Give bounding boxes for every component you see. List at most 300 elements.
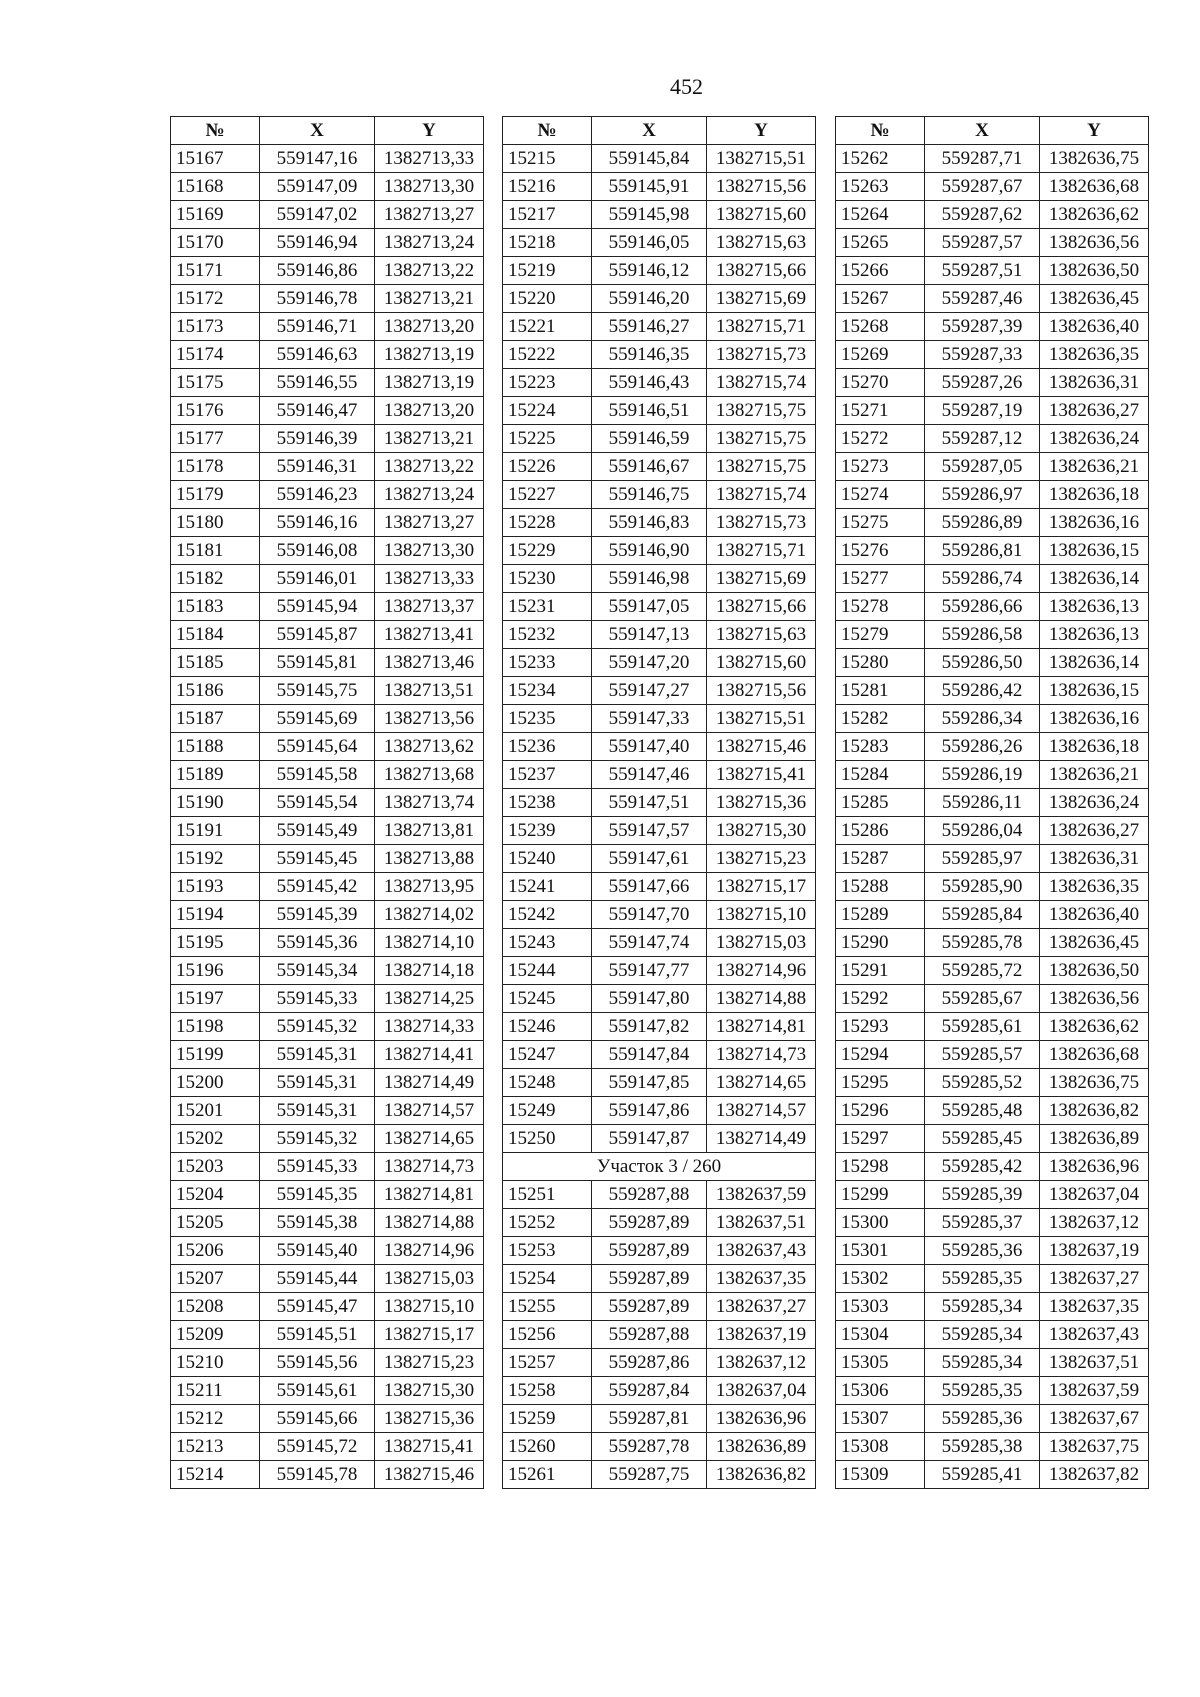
y-coordinate-cell: 1382713,21: [375, 425, 484, 453]
point-number-cell: 15285: [836, 789, 925, 817]
x-coordinate-cell: 559285,34: [925, 1349, 1040, 1377]
x-coordinate-cell: 559145,31: [260, 1069, 375, 1097]
x-coordinate-cell: 559145,36: [260, 929, 375, 957]
table-row: [503, 1041, 816, 1069]
y-coordinate-cell: 1382715,30: [375, 1377, 484, 1405]
point-number-cell: 15218: [503, 229, 592, 257]
x-coordinate-cell: 559145,31: [260, 1041, 375, 1069]
point-number-cell: 15244: [503, 957, 592, 985]
y-coordinate-cell: 1382714,81: [707, 1013, 816, 1041]
y-coordinate-cell: 1382636,14: [1040, 565, 1149, 593]
y-coordinate-cell: 1382637,04: [1040, 1181, 1149, 1209]
y-coordinate-cell: 1382636,13: [1040, 621, 1149, 649]
point-number-cell: 15309: [836, 1461, 925, 1489]
point-number-cell: 15253: [503, 1237, 592, 1265]
point-number-cell: 15229: [503, 537, 592, 565]
point-number-cell: 15259: [503, 1405, 592, 1433]
x-coordinate-cell: 559146,12: [592, 257, 707, 285]
table-row: [836, 789, 1149, 817]
point-number-cell: 15254: [503, 1265, 592, 1293]
point-number-cell: 15238: [503, 789, 592, 817]
point-number-cell: 15220: [503, 285, 592, 313]
y-coordinate-cell: 1382636,89: [1040, 1125, 1149, 1153]
table-row: [836, 201, 1149, 229]
point-number-cell: 15223: [503, 369, 592, 397]
table-row: [836, 313, 1149, 341]
y-coordinate-cell: 1382637,82: [1040, 1461, 1149, 1489]
y-coordinate-cell: 1382714,96: [707, 957, 816, 985]
y-coordinate-cell: 1382715,56: [707, 173, 816, 201]
table-row: [171, 985, 484, 1013]
x-coordinate-cell: 559287,33: [925, 341, 1040, 369]
point-number-cell: 15281: [836, 677, 925, 705]
point-number-cell: 15182: [171, 565, 260, 593]
x-coordinate-cell: 559285,42: [925, 1153, 1040, 1181]
x-coordinate-cell: 559287,84: [592, 1377, 707, 1405]
y-coordinate-cell: 1382713,95: [375, 873, 484, 901]
y-coordinate-cell: 1382715,63: [707, 229, 816, 257]
point-number-cell: 15273: [836, 453, 925, 481]
y-coordinate-cell: 1382715,10: [707, 901, 816, 929]
table-row: [503, 705, 816, 733]
y-coordinate-cell: 1382637,35: [1040, 1293, 1149, 1321]
x-coordinate-cell: 559146,39: [260, 425, 375, 453]
point-number-cell: 15200: [171, 1069, 260, 1097]
x-coordinate-cell: 559287,89: [592, 1293, 707, 1321]
point-number-cell: 15226: [503, 453, 592, 481]
point-number-cell: 15199: [171, 1041, 260, 1069]
table-row: [836, 369, 1149, 397]
x-coordinate-cell: 559285,36: [925, 1237, 1040, 1265]
point-number-cell: 15168: [171, 173, 260, 201]
table-row: [503, 1181, 816, 1209]
point-number-cell: 15181: [171, 537, 260, 565]
table-row: [171, 1041, 484, 1069]
point-number-cell: 15233: [503, 649, 592, 677]
point-number-cell: 15212: [171, 1405, 260, 1433]
y-coordinate-cell: 1382715,17: [707, 873, 816, 901]
x-coordinate-cell: 559145,56: [260, 1349, 375, 1377]
point-number-cell: 15305: [836, 1349, 925, 1377]
x-coordinate-cell: 559147,85: [592, 1069, 707, 1097]
point-number-cell: 15174: [171, 341, 260, 369]
point-number-cell: 15180: [171, 509, 260, 537]
x-coordinate-cell: 559285,52: [925, 1069, 1040, 1097]
x-coordinate-cell: 559146,05: [592, 229, 707, 257]
coordinates-table-2: [502, 116, 816, 1489]
y-coordinate-cell: 1382636,31: [1040, 369, 1149, 397]
x-coordinate-cell: 559145,72: [260, 1433, 375, 1461]
y-coordinate-cell: 1382636,40: [1040, 313, 1149, 341]
y-coordinate-cell: 1382714,18: [375, 957, 484, 985]
y-coordinate-cell: 1382636,68: [1040, 1041, 1149, 1069]
table-row: [171, 901, 484, 929]
y-coordinate-cell: 1382637,04: [707, 1377, 816, 1405]
point-number-cell: 15189: [171, 761, 260, 789]
x-coordinate-cell: 559147,33: [592, 705, 707, 733]
x-coordinate-cell: 559145,98: [592, 201, 707, 229]
x-coordinate-cell: 559146,35: [592, 341, 707, 369]
y-coordinate-cell: 1382714,57: [375, 1097, 484, 1125]
table-row: [836, 1433, 1149, 1461]
table-row: [171, 733, 484, 761]
point-number-cell: 15202: [171, 1125, 260, 1153]
table-row: [836, 1181, 1149, 1209]
table-row: [503, 1405, 816, 1433]
y-coordinate-cell: 1382637,19: [1040, 1237, 1149, 1265]
y-coordinate-cell: 1382713,21: [375, 285, 484, 313]
table-row: [836, 957, 1149, 985]
y-coordinate-cell: 1382715,69: [707, 565, 816, 593]
point-number-cell: 15295: [836, 1069, 925, 1097]
table-row: [503, 509, 816, 537]
table-row: [503, 677, 816, 705]
y-coordinate-cell: 1382715,56: [707, 677, 816, 705]
point-number-cell: 15188: [171, 733, 260, 761]
x-coordinate-cell: 559146,31: [260, 453, 375, 481]
y-coordinate-cell: 1382636,75: [1040, 1069, 1149, 1097]
point-number-cell: 15260: [503, 1433, 592, 1461]
x-coordinate-cell: 559147,13: [592, 621, 707, 649]
table-row: [171, 845, 484, 873]
table-row: [171, 257, 484, 285]
table-row: [171, 1209, 484, 1237]
x-coordinate-cell: 559145,91: [592, 173, 707, 201]
y-coordinate-cell: 1382715,71: [707, 313, 816, 341]
x-coordinate-cell: 559285,97: [925, 845, 1040, 873]
point-number-cell: 15252: [503, 1209, 592, 1237]
y-coordinate-cell: 1382637,59: [707, 1181, 816, 1209]
y-coordinate-cell: 1382714,49: [375, 1069, 484, 1097]
header-number: №: [171, 117, 260, 145]
x-coordinate-cell: 559285,35: [925, 1265, 1040, 1293]
x-coordinate-cell: 559145,45: [260, 845, 375, 873]
x-coordinate-cell: 559146,27: [592, 313, 707, 341]
x-coordinate-cell: 559147,74: [592, 929, 707, 957]
point-number-cell: 15195: [171, 929, 260, 957]
table-row: [503, 173, 816, 201]
point-number-cell: 15251: [503, 1181, 592, 1209]
x-coordinate-cell: 559286,50: [925, 649, 1040, 677]
point-number-cell: 15300: [836, 1209, 925, 1237]
x-coordinate-cell: 559286,74: [925, 565, 1040, 593]
point-number-cell: 15237: [503, 761, 592, 789]
x-coordinate-cell: 559146,01: [260, 565, 375, 593]
y-coordinate-cell: 1382715,63: [707, 621, 816, 649]
point-number-cell: 15239: [503, 817, 592, 845]
table-header-row: [836, 117, 1149, 145]
y-coordinate-cell: 1382715,17: [375, 1321, 484, 1349]
table-row: [836, 1013, 1149, 1041]
point-number-cell: 15249: [503, 1097, 592, 1125]
x-coordinate-cell: 559145,40: [260, 1237, 375, 1265]
point-number-cell: 15242: [503, 901, 592, 929]
table-row: [836, 1237, 1149, 1265]
y-coordinate-cell: 1382715,03: [707, 929, 816, 957]
x-coordinate-cell: 559285,37: [925, 1209, 1040, 1237]
point-number-cell: 15225: [503, 425, 592, 453]
table-row: [503, 1461, 816, 1489]
x-coordinate-cell: 559287,88: [592, 1321, 707, 1349]
x-coordinate-cell: 559285,67: [925, 985, 1040, 1013]
x-coordinate-cell: 559285,72: [925, 957, 1040, 985]
point-number-cell: 15269: [836, 341, 925, 369]
y-coordinate-cell: 1382636,21: [1040, 761, 1149, 789]
y-coordinate-cell: 1382714,49: [707, 1125, 816, 1153]
table-row: [503, 285, 816, 313]
x-coordinate-cell: 559287,89: [592, 1237, 707, 1265]
y-coordinate-cell: 1382714,33: [375, 1013, 484, 1041]
table-header-row: [503, 117, 816, 145]
table-row: [836, 537, 1149, 565]
y-coordinate-cell: 1382714,65: [707, 1069, 816, 1097]
y-coordinate-cell: 1382637,67: [1040, 1405, 1149, 1433]
y-coordinate-cell: 1382713,68: [375, 761, 484, 789]
x-coordinate-cell: 559147,27: [592, 677, 707, 705]
y-coordinate-cell: 1382636,96: [1040, 1153, 1149, 1181]
table-row: [171, 1293, 484, 1321]
point-number-cell: 15272: [836, 425, 925, 453]
table-row: [503, 229, 816, 257]
table-row: [171, 369, 484, 397]
table-row: [171, 145, 484, 173]
point-number-cell: 15215: [503, 145, 592, 173]
x-coordinate-cell: 559146,90: [592, 537, 707, 565]
x-coordinate-cell: 559285,36: [925, 1405, 1040, 1433]
point-number-cell: 15204: [171, 1181, 260, 1209]
x-coordinate-cell: 559146,63: [260, 341, 375, 369]
coordinates-table-1: [170, 116, 484, 1489]
point-number-cell: 15231: [503, 593, 592, 621]
point-number-cell: 15279: [836, 621, 925, 649]
point-number-cell: 15264: [836, 201, 925, 229]
x-coordinate-cell: 559287,88: [592, 1181, 707, 1209]
point-number-cell: 15289: [836, 901, 925, 929]
y-coordinate-cell: 1382713,33: [375, 565, 484, 593]
x-coordinate-cell: 559147,40: [592, 733, 707, 761]
table-row: [503, 845, 816, 873]
table-row: [503, 1377, 816, 1405]
y-coordinate-cell: 1382713,24: [375, 481, 484, 509]
table-row: [836, 1125, 1149, 1153]
x-coordinate-cell: 559147,77: [592, 957, 707, 985]
table-row: [503, 397, 816, 425]
point-number-cell: 15299: [836, 1181, 925, 1209]
table-row: [836, 173, 1149, 201]
point-number-cell: 15196: [171, 957, 260, 985]
y-coordinate-cell: 1382636,40: [1040, 901, 1149, 929]
table-row: [503, 817, 816, 845]
table-row: [171, 1013, 484, 1041]
x-coordinate-cell: 559146,08: [260, 537, 375, 565]
x-coordinate-cell: 559286,26: [925, 733, 1040, 761]
point-number-cell: 15207: [171, 1265, 260, 1293]
y-coordinate-cell: 1382714,57: [707, 1097, 816, 1125]
point-number-cell: 15293: [836, 1013, 925, 1041]
y-coordinate-cell: 1382715,75: [707, 453, 816, 481]
table-row: [171, 1125, 484, 1153]
x-coordinate-cell: 559287,62: [925, 201, 1040, 229]
table-row: [836, 649, 1149, 677]
point-number-cell: 15236: [503, 733, 592, 761]
y-coordinate-cell: 1382713,88: [375, 845, 484, 873]
x-coordinate-cell: 559145,38: [260, 1209, 375, 1237]
header-x: X: [592, 117, 707, 145]
point-number-cell: 15179: [171, 481, 260, 509]
point-number-cell: 15213: [171, 1433, 260, 1461]
point-number-cell: 15171: [171, 257, 260, 285]
y-coordinate-cell: 1382714,02: [375, 901, 484, 929]
point-number-cell: 15250: [503, 1125, 592, 1153]
point-number-cell: 15216: [503, 173, 592, 201]
table-row: [503, 1433, 816, 1461]
point-number-cell: 15210: [171, 1349, 260, 1377]
table-row: [171, 817, 484, 845]
table-row: [171, 201, 484, 229]
y-coordinate-cell: 1382713,20: [375, 313, 484, 341]
x-coordinate-cell: 559146,59: [592, 425, 707, 453]
table-row: [171, 677, 484, 705]
header-y: Y: [375, 117, 484, 145]
point-number-cell: 15302: [836, 1265, 925, 1293]
table-row: [836, 593, 1149, 621]
x-coordinate-cell: 559286,11: [925, 789, 1040, 817]
x-coordinate-cell: 559145,44: [260, 1265, 375, 1293]
point-number-cell: 15246: [503, 1013, 592, 1041]
y-coordinate-cell: 1382636,56: [1040, 229, 1149, 257]
table-row: [171, 705, 484, 733]
y-coordinate-cell: 1382715,73: [707, 341, 816, 369]
table-row: [171, 621, 484, 649]
table-row: [171, 1377, 484, 1405]
point-number-cell: 15255: [503, 1293, 592, 1321]
y-coordinate-cell: 1382714,25: [375, 985, 484, 1013]
y-coordinate-cell: 1382636,62: [1040, 201, 1149, 229]
table-row: [503, 873, 816, 901]
x-coordinate-cell: 559287,51: [925, 257, 1040, 285]
y-coordinate-cell: 1382636,14: [1040, 649, 1149, 677]
point-number-cell: 15267: [836, 285, 925, 313]
x-coordinate-cell: 559146,43: [592, 369, 707, 397]
table-row: [836, 1293, 1149, 1321]
y-coordinate-cell: 1382636,68: [1040, 173, 1149, 201]
table-row: [171, 1181, 484, 1209]
table-row: [836, 845, 1149, 873]
table-row: [836, 761, 1149, 789]
point-number-cell: 15234: [503, 677, 592, 705]
x-coordinate-cell: 559286,04: [925, 817, 1040, 845]
table-row: [836, 285, 1149, 313]
y-coordinate-cell: 1382713,37: [375, 593, 484, 621]
x-coordinate-cell: 559147,09: [260, 173, 375, 201]
x-coordinate-cell: 559146,23: [260, 481, 375, 509]
x-coordinate-cell: 559147,20: [592, 649, 707, 677]
table-row: [171, 761, 484, 789]
y-coordinate-cell: 1382715,10: [375, 1293, 484, 1321]
y-coordinate-cell: 1382715,03: [375, 1265, 484, 1293]
table-row: [503, 649, 816, 677]
point-number-cell: 15307: [836, 1405, 925, 1433]
x-coordinate-cell: 559147,51: [592, 789, 707, 817]
x-coordinate-cell: 559285,35: [925, 1377, 1040, 1405]
x-coordinate-cell: 559287,57: [925, 229, 1040, 257]
point-number-cell: 15208: [171, 1293, 260, 1321]
y-coordinate-cell: 1382637,35: [707, 1265, 816, 1293]
x-coordinate-cell: 559147,86: [592, 1097, 707, 1125]
table-row: [171, 453, 484, 481]
table-header-row: [171, 117, 484, 145]
y-coordinate-cell: 1382713,24: [375, 229, 484, 257]
point-number-cell: 15197: [171, 985, 260, 1013]
table-row: [171, 873, 484, 901]
table-row: [171, 509, 484, 537]
point-number-cell: 15265: [836, 229, 925, 257]
point-number-cell: 15217: [503, 201, 592, 229]
y-coordinate-cell: 1382713,33: [375, 145, 484, 173]
point-number-cell: 15263: [836, 173, 925, 201]
x-coordinate-cell: 559145,32: [260, 1013, 375, 1041]
table-row: [171, 929, 484, 957]
y-coordinate-cell: 1382637,51: [1040, 1349, 1149, 1377]
table-row: [171, 957, 484, 985]
y-coordinate-cell: 1382636,15: [1040, 537, 1149, 565]
x-coordinate-cell: 559145,42: [260, 873, 375, 901]
table-row: [171, 1349, 484, 1377]
x-coordinate-cell: 559285,39: [925, 1181, 1040, 1209]
y-coordinate-cell: 1382637,12: [707, 1349, 816, 1377]
x-coordinate-cell: 559147,16: [260, 145, 375, 173]
y-coordinate-cell: 1382715,66: [707, 257, 816, 285]
point-number-cell: 15271: [836, 397, 925, 425]
x-coordinate-cell: 559285,45: [925, 1125, 1040, 1153]
point-number-cell: 15232: [503, 621, 592, 649]
table-row: [836, 481, 1149, 509]
point-number-cell: 15262: [836, 145, 925, 173]
point-number-cell: 15211: [171, 1377, 260, 1405]
table-row: [836, 1405, 1149, 1433]
x-coordinate-cell: 559146,98: [592, 565, 707, 593]
point-number-cell: 15240: [503, 845, 592, 873]
point-number-cell: 15175: [171, 369, 260, 397]
header-number: №: [503, 117, 592, 145]
table-row: [503, 1013, 816, 1041]
y-coordinate-cell: 1382636,24: [1040, 425, 1149, 453]
y-coordinate-cell: 1382715,60: [707, 649, 816, 677]
table-row: [503, 929, 816, 957]
point-number-cell: 15286: [836, 817, 925, 845]
point-number-cell: 15284: [836, 761, 925, 789]
y-coordinate-cell: 1382636,31: [1040, 845, 1149, 873]
y-coordinate-cell: 1382713,22: [375, 257, 484, 285]
point-number-cell: 15280: [836, 649, 925, 677]
table-row: [836, 901, 1149, 929]
y-coordinate-cell: 1382715,51: [707, 705, 816, 733]
point-number-cell: 15291: [836, 957, 925, 985]
y-coordinate-cell: 1382715,46: [707, 733, 816, 761]
table-row: [836, 565, 1149, 593]
y-coordinate-cell: 1382713,20: [375, 397, 484, 425]
table-row: [503, 957, 816, 985]
x-coordinate-cell: 559287,89: [592, 1209, 707, 1237]
point-number-cell: 15186: [171, 677, 260, 705]
x-coordinate-cell: 559146,86: [260, 257, 375, 285]
point-number-cell: 15297: [836, 1125, 925, 1153]
point-number-cell: 15298: [836, 1153, 925, 1181]
table-row: [171, 313, 484, 341]
point-number-cell: 15301: [836, 1237, 925, 1265]
point-number-cell: 15214: [171, 1461, 260, 1489]
y-coordinate-cell: 1382714,65: [375, 1125, 484, 1153]
